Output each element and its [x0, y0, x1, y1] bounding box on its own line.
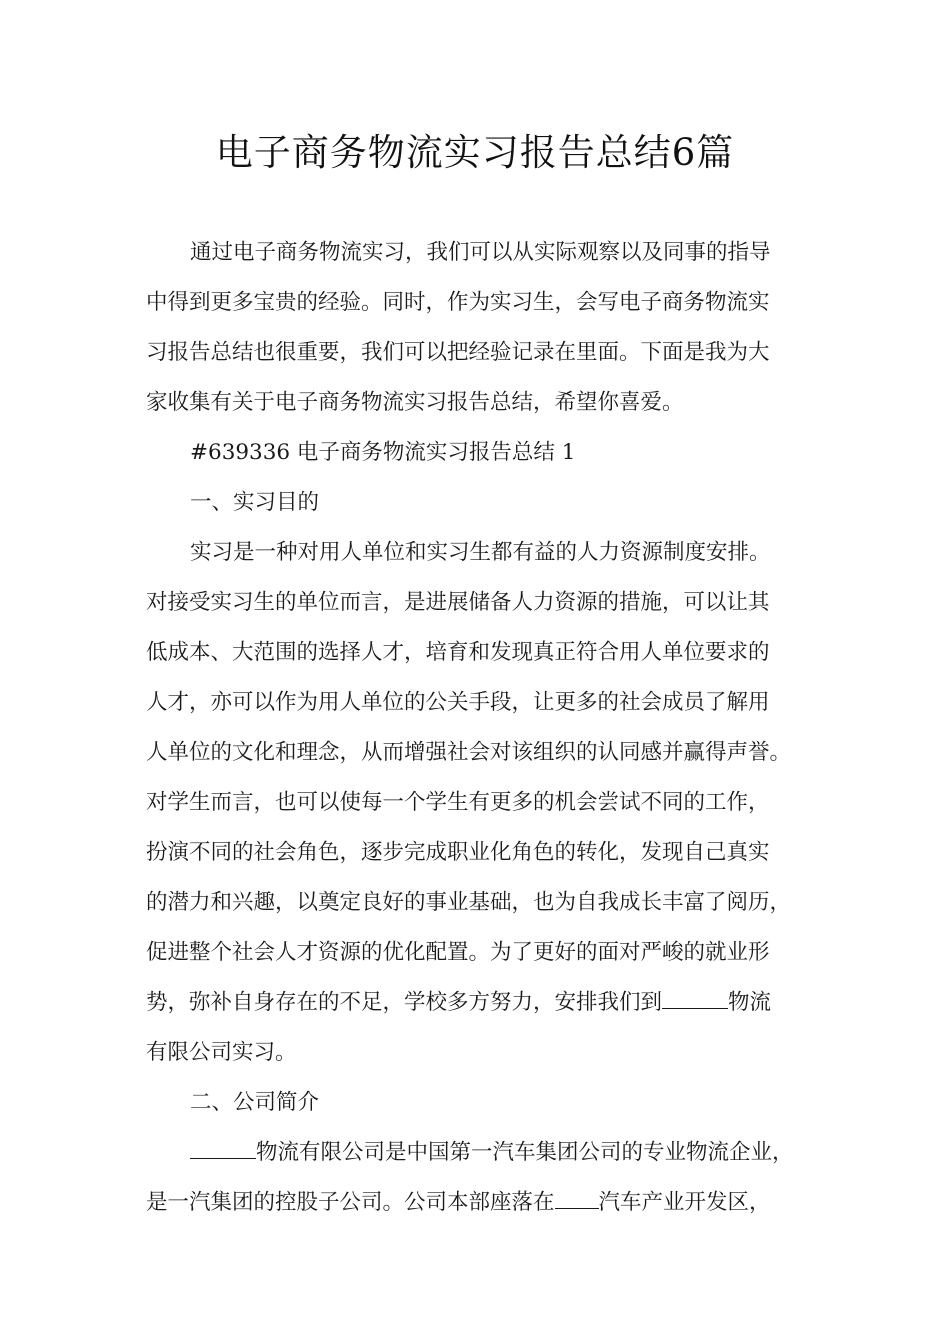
fill-in-blank: [190, 1132, 256, 1159]
purpose-line: 人单位的文化和理念，从而增强社会对该组织的认同感并赢得声誉。: [146, 740, 792, 765]
purpose-line: 对学生而言，也可以使每一个学生有更多的机会尝试不同的工作，: [146, 790, 770, 815]
intro-line: 通过电子商务物流实习，我们可以从实际观察以及同事的指导: [190, 240, 771, 265]
company-line-with-blank: [146, 1178, 826, 1228]
document-body: [146, 228, 826, 1228]
company-text-before-blank: 是一汽集团的控股子公司。公司本部座落在: [146, 1190, 555, 1215]
purpose-line: 对接受实习生的单位而言，是进展储备人力资源的措施，可以让其: [146, 590, 770, 615]
document-title: 电子商务物流实习报告总结6篇: [215, 131, 735, 174]
company-text-after-blank: 汽车产业开发区，: [598, 1190, 771, 1215]
purpose-line: 促进整个社会人才资源的优化配置。为了更好的面对严峻的就业形: [146, 940, 770, 965]
section-heading: #639336 电子商务物流实习报告总结 1: [190, 440, 576, 465]
company-heading: 二、公司简介: [190, 1090, 320, 1115]
intro-line: 习报告总结也很重要，我们可以把经验记录在里面。下面是我为大: [146, 340, 770, 365]
company-text: 物流有限公司是中国第一汽车集团公司的专业物流企业，: [256, 1140, 794, 1165]
fill-in-blank: [662, 982, 728, 1009]
intro-line: 中得到更多宝贵的经验。同时，作为实习生，会写电子商务物流实: [146, 290, 770, 315]
purpose-heading: 一、实习目的: [190, 490, 320, 515]
purpose-line: 人才，亦可以作为用人单位的公关手段，让更多的社会成员了解用: [146, 690, 770, 715]
purpose-text-before-blank: 势，弥补自身存在的不足，学校多方努力，安排我们到: [146, 990, 663, 1015]
intro-line: 家收集有关于电子商务物流实习报告总结，希望你喜爱。: [146, 390, 684, 415]
fill-in-blank: [555, 1182, 599, 1209]
purpose-text-after-blank: 物流: [728, 990, 772, 1015]
purpose-line: 低成本、大范围的选择人才，培育和发现真正符合用人单位要求的: [146, 640, 770, 665]
purpose-line: 实习是一种对用人单位和实习生都有益的人力资源制度安排。: [190, 540, 771, 565]
purpose-line: 扮演不同的社会角色，逐步完成职业化角色的转化，发现自己真实: [146, 840, 770, 865]
company-line-with-blank: [146, 1128, 826, 1178]
purpose-line: 有限公司实习。: [146, 1040, 297, 1065]
purpose-line: 的潜力和兴趣，以奠定良好的事业基础，也为自我成长丰富了阅历，: [146, 890, 792, 915]
purpose-line-with-blank: [146, 978, 826, 1028]
